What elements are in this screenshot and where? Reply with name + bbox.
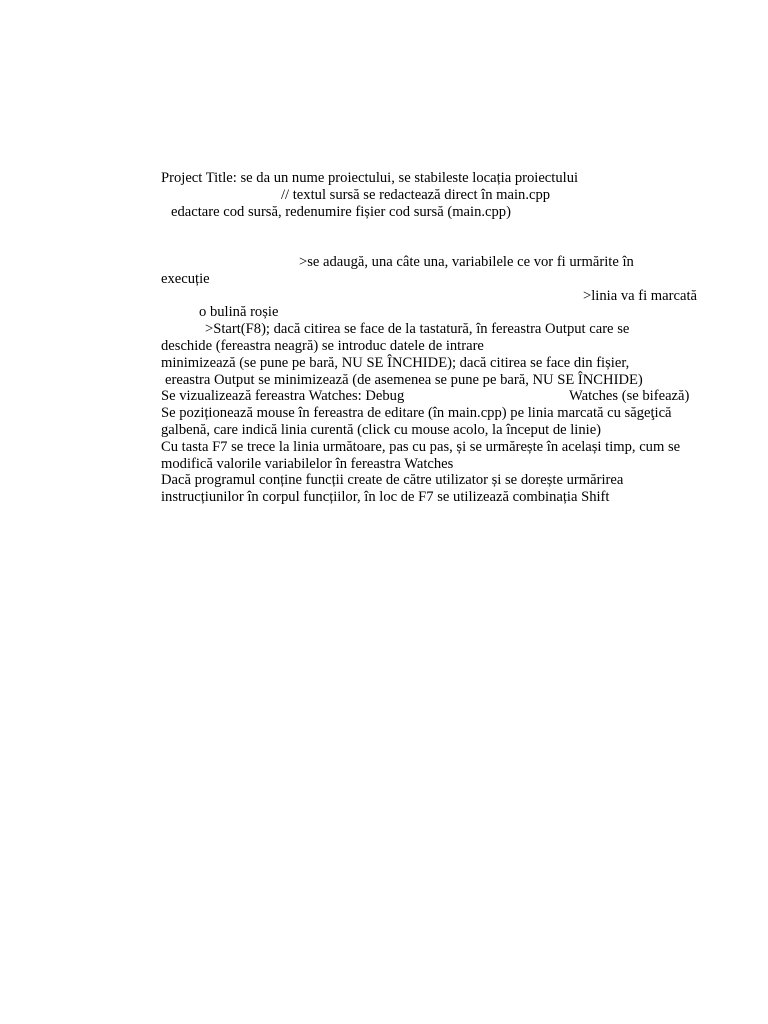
text-line-source-comment: // textul sursă se redactează direct în main.cpp [281, 187, 551, 203]
text-line-start-f8: >Start(F8); dacă citirea se face de la tastatură, în fereastra Output care se [205, 321, 630, 337]
text-line-current-line: galbenă, care indică linia curentă (click cu mouse acolo, la început de linie) [161, 422, 602, 438]
text-line-user-functions: Dacă programul conține funcții create de către utilizator și se dorește urmărirea [161, 472, 624, 488]
text-line-f7-step: Cu tasta F7 se trece la linia următoare, pas cu pas, și se urmărește în același timp, cum se [161, 439, 681, 455]
text-line-black-window: deschide (fereastra neagră) se introduc datele de intrare [161, 338, 484, 354]
text-line-position-mouse: Se poziționează mouse în fereastra de editare (în main.cpp) pe linia marcată cu săgeţică [161, 405, 672, 421]
text-line-output-minimize: ereastra Output se minimizează (de asemenea se pune pe bară, NU SE ÎNCHIDE) [165, 372, 643, 388]
text-line-project-title: Project Title: se da un nume proiectului, se stabileste locația proiectului [161, 170, 579, 186]
text-line-watches-values: modifică valorile variabilelor în fereastra Watches [161, 456, 454, 472]
text-line-marked-line: >linia va fi marcată [583, 288, 697, 304]
text-line-execution: execuție [161, 271, 210, 287]
text-line-shift-combination: instrucțiunilor în corpul funcțiilor, în loc de F7 se utilizează combinația Shift [161, 489, 610, 505]
text-line-add-variables: >se adaugă, una câte una, variabilele ce vor fi urmărite în [299, 254, 634, 270]
text-line-edit-source: edactare cod sursă, redenumire fișier cod sursă (main.cpp) [171, 204, 511, 220]
text-line-watches-check: Watches (se bifează) [569, 388, 690, 404]
text-line-red-dot: o bulină roșie [199, 304, 279, 320]
text-line-watches-debug: Se vizualizează fereastra Watches: Debug [161, 388, 405, 404]
text-line-minimize: minimizează (se pune pe bară, NU SE ÎNCHIDE); dacă citirea se face din fișier, [161, 355, 630, 371]
